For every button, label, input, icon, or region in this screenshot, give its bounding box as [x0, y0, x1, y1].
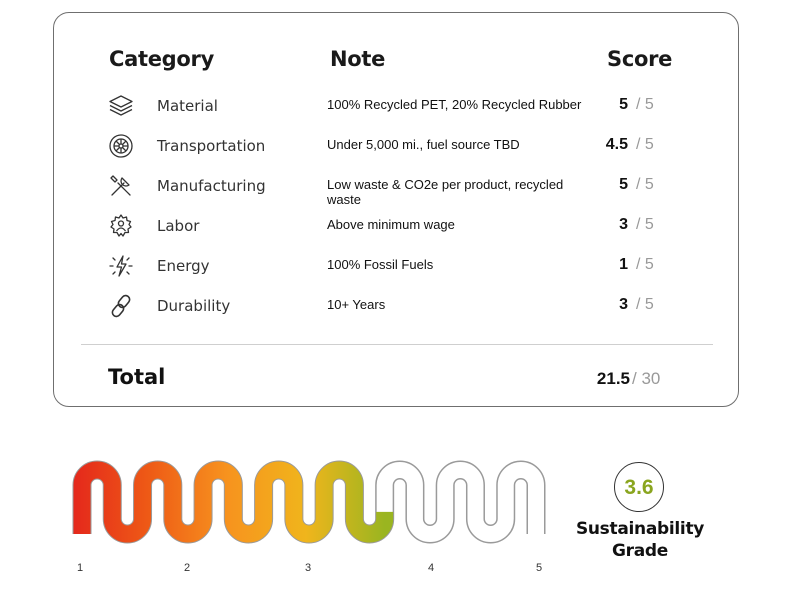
table-row — [54, 176, 738, 214]
score-card — [53, 12, 739, 407]
category-label: Durability — [157, 297, 231, 315]
category-label: Energy — [157, 257, 210, 275]
table-row — [54, 256, 738, 294]
note-text: Above minimum wage — [327, 217, 455, 232]
score-value: 3 — [619, 296, 628, 313]
table-row — [54, 216, 738, 254]
total-label: Total — [108, 365, 166, 389]
tools-icon — [107, 172, 135, 200]
grade-badge — [614, 462, 664, 512]
gauge-tick-label: 1 — [77, 562, 84, 574]
table-row — [54, 96, 738, 134]
grade-label: Sustainability Grade — [575, 519, 705, 561]
score-header: Score — [607, 47, 673, 71]
note-text: 100% Fossil Fuels — [327, 257, 434, 272]
category-label: Labor — [157, 217, 200, 235]
table-row — [54, 296, 738, 334]
score-max: / 5 — [636, 256, 654, 273]
score-max: / 5 — [636, 216, 654, 233]
gear-person-icon — [107, 212, 135, 240]
chain-link-icon — [107, 292, 135, 320]
note-text: 100% Recycled PET, 20% Recycled Rubber — [327, 97, 582, 112]
total-value: 21.5 — [596, 369, 630, 388]
score-value: 4.5 — [605, 136, 628, 153]
gauge-tick-label: 4 — [428, 562, 435, 574]
category-label: Material — [157, 97, 218, 115]
category-header: Category — [109, 47, 214, 71]
score-value: 5 — [619, 176, 628, 193]
category-label: Transportation — [157, 137, 266, 155]
wheel-icon — [107, 132, 135, 160]
score-value: 1 — [619, 256, 628, 273]
lightning-icon — [107, 252, 135, 280]
table-row — [54, 136, 738, 174]
score-max: / 5 — [636, 296, 654, 313]
score-max: / 5 — [636, 96, 654, 113]
divider — [81, 344, 713, 345]
total-max: / 30 — [632, 369, 661, 388]
score-max: / 5 — [636, 136, 654, 153]
note-header: Note — [330, 47, 386, 71]
category-label: Manufacturing — [157, 177, 266, 195]
gauge-tick-label: 2 — [184, 562, 191, 574]
sustainability-gauge — [70, 450, 550, 555]
grade-value: 3.6 — [624, 476, 654, 499]
score-max: / 5 — [636, 176, 654, 193]
note-text: Low waste & CO2e per product, recycled waste — [327, 177, 564, 207]
gauge-tick-label: 5 — [536, 562, 543, 574]
layers-icon — [107, 92, 135, 120]
note-text: 10+ Years — [327, 297, 386, 312]
note-text: Under 5,000 mi., fuel source TBD — [327, 137, 520, 152]
score-value: 3 — [619, 216, 628, 233]
gauge-tick-label: 3 — [305, 562, 312, 574]
score-value: 5 — [619, 96, 628, 113]
